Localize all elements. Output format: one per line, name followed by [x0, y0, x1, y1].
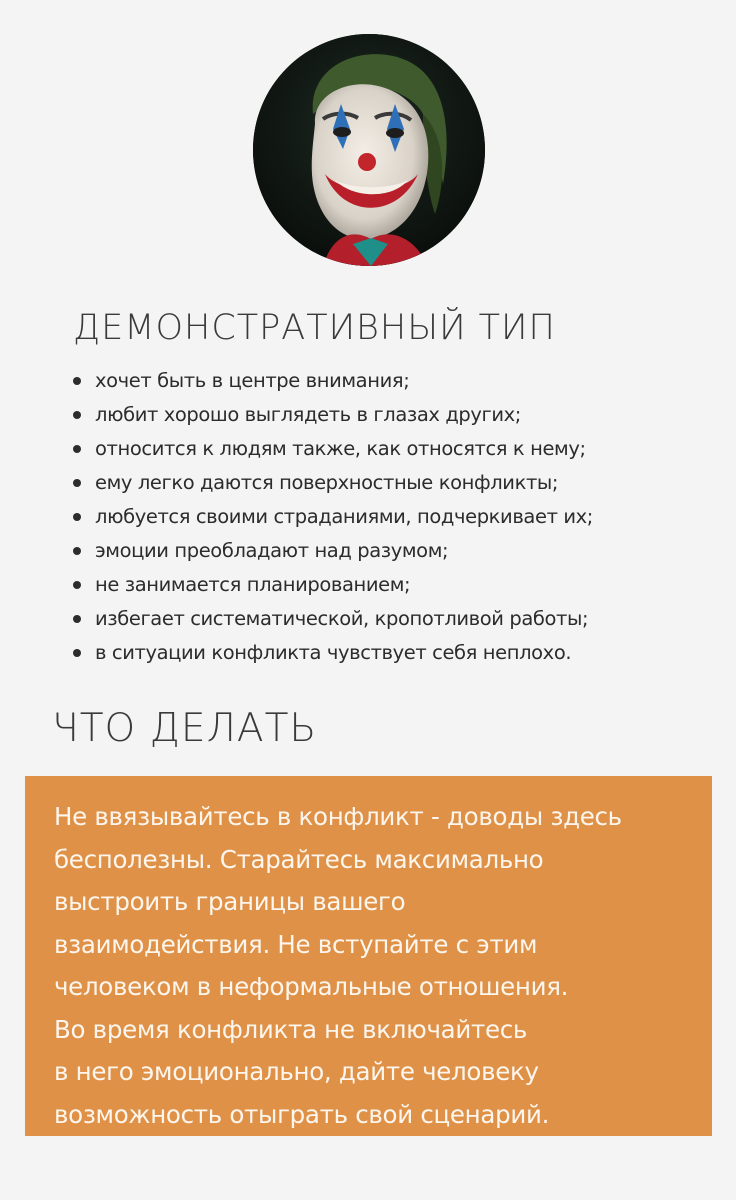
- bullet-icon: [73, 377, 81, 385]
- list-item: [70, 432, 710, 466]
- trait-text: эмоции преобладают над разумом;: [95, 539, 449, 562]
- advice-line: Не ввязывайтесь в конфликт - доводы здесь: [54, 802, 622, 831]
- trait-text: не занимается планированием;: [95, 573, 411, 596]
- bullet-icon: [73, 615, 81, 623]
- advice-box: [25, 776, 712, 1136]
- bullet-icon: [73, 445, 81, 453]
- advice-line: Во время конфликта не включайтесь: [54, 1014, 528, 1044]
- joker-portrait-image: [253, 34, 485, 266]
- trait-text: избегает систематической, кропотливой работы;: [95, 607, 589, 630]
- trait-text: в ситуации конфликта чувствует себя неплохо.: [95, 641, 572, 664]
- advice-line: в него эмоционально, дайте человеку: [54, 1057, 539, 1086]
- advice-line: возможность отыграть свой сценарий.: [54, 1099, 550, 1129]
- list-item: [70, 500, 710, 534]
- what-to-do-title: ЧТО ДЕЛАТЬ: [52, 706, 318, 751]
- trait-text: хочет быть в центре внимания;: [95, 369, 410, 392]
- trait-text: любуется своими страданиями, подчеркивает их;: [95, 505, 593, 528]
- type-title: ДЕМОНСТРАТИВНЫЙ ТИП: [73, 308, 556, 348]
- trait-text: любит хорошо выглядеть в глазах других;: [95, 403, 521, 426]
- bullet-icon: [73, 547, 81, 555]
- advice-line: взаимодействия. Не вступайте с этим: [54, 929, 538, 959]
- bullet-icon: [73, 479, 81, 487]
- list-item: [70, 364, 710, 398]
- list-item: [70, 602, 710, 636]
- bullet-icon: [73, 649, 81, 657]
- list-item: [70, 466, 710, 500]
- trait-text: ему легко даются поверхностные конфликты;: [95, 471, 559, 494]
- list-item: [70, 534, 710, 568]
- list-item: [70, 568, 710, 602]
- list-item: [70, 636, 710, 670]
- list-item: [70, 398, 710, 432]
- advice-line: человеком в неформальные отношения.: [54, 972, 569, 1001]
- trait-text: относится к людям также, как относятся к нему;: [95, 437, 586, 460]
- bullet-icon: [73, 581, 81, 589]
- advice-line: выстроить границы вашего: [54, 887, 406, 916]
- advice-line: бесполезны. Старайтесь максимально: [54, 844, 544, 874]
- bullet-icon: [73, 513, 81, 521]
- bullet-icon: [73, 411, 81, 419]
- traits-list: [70, 364, 710, 670]
